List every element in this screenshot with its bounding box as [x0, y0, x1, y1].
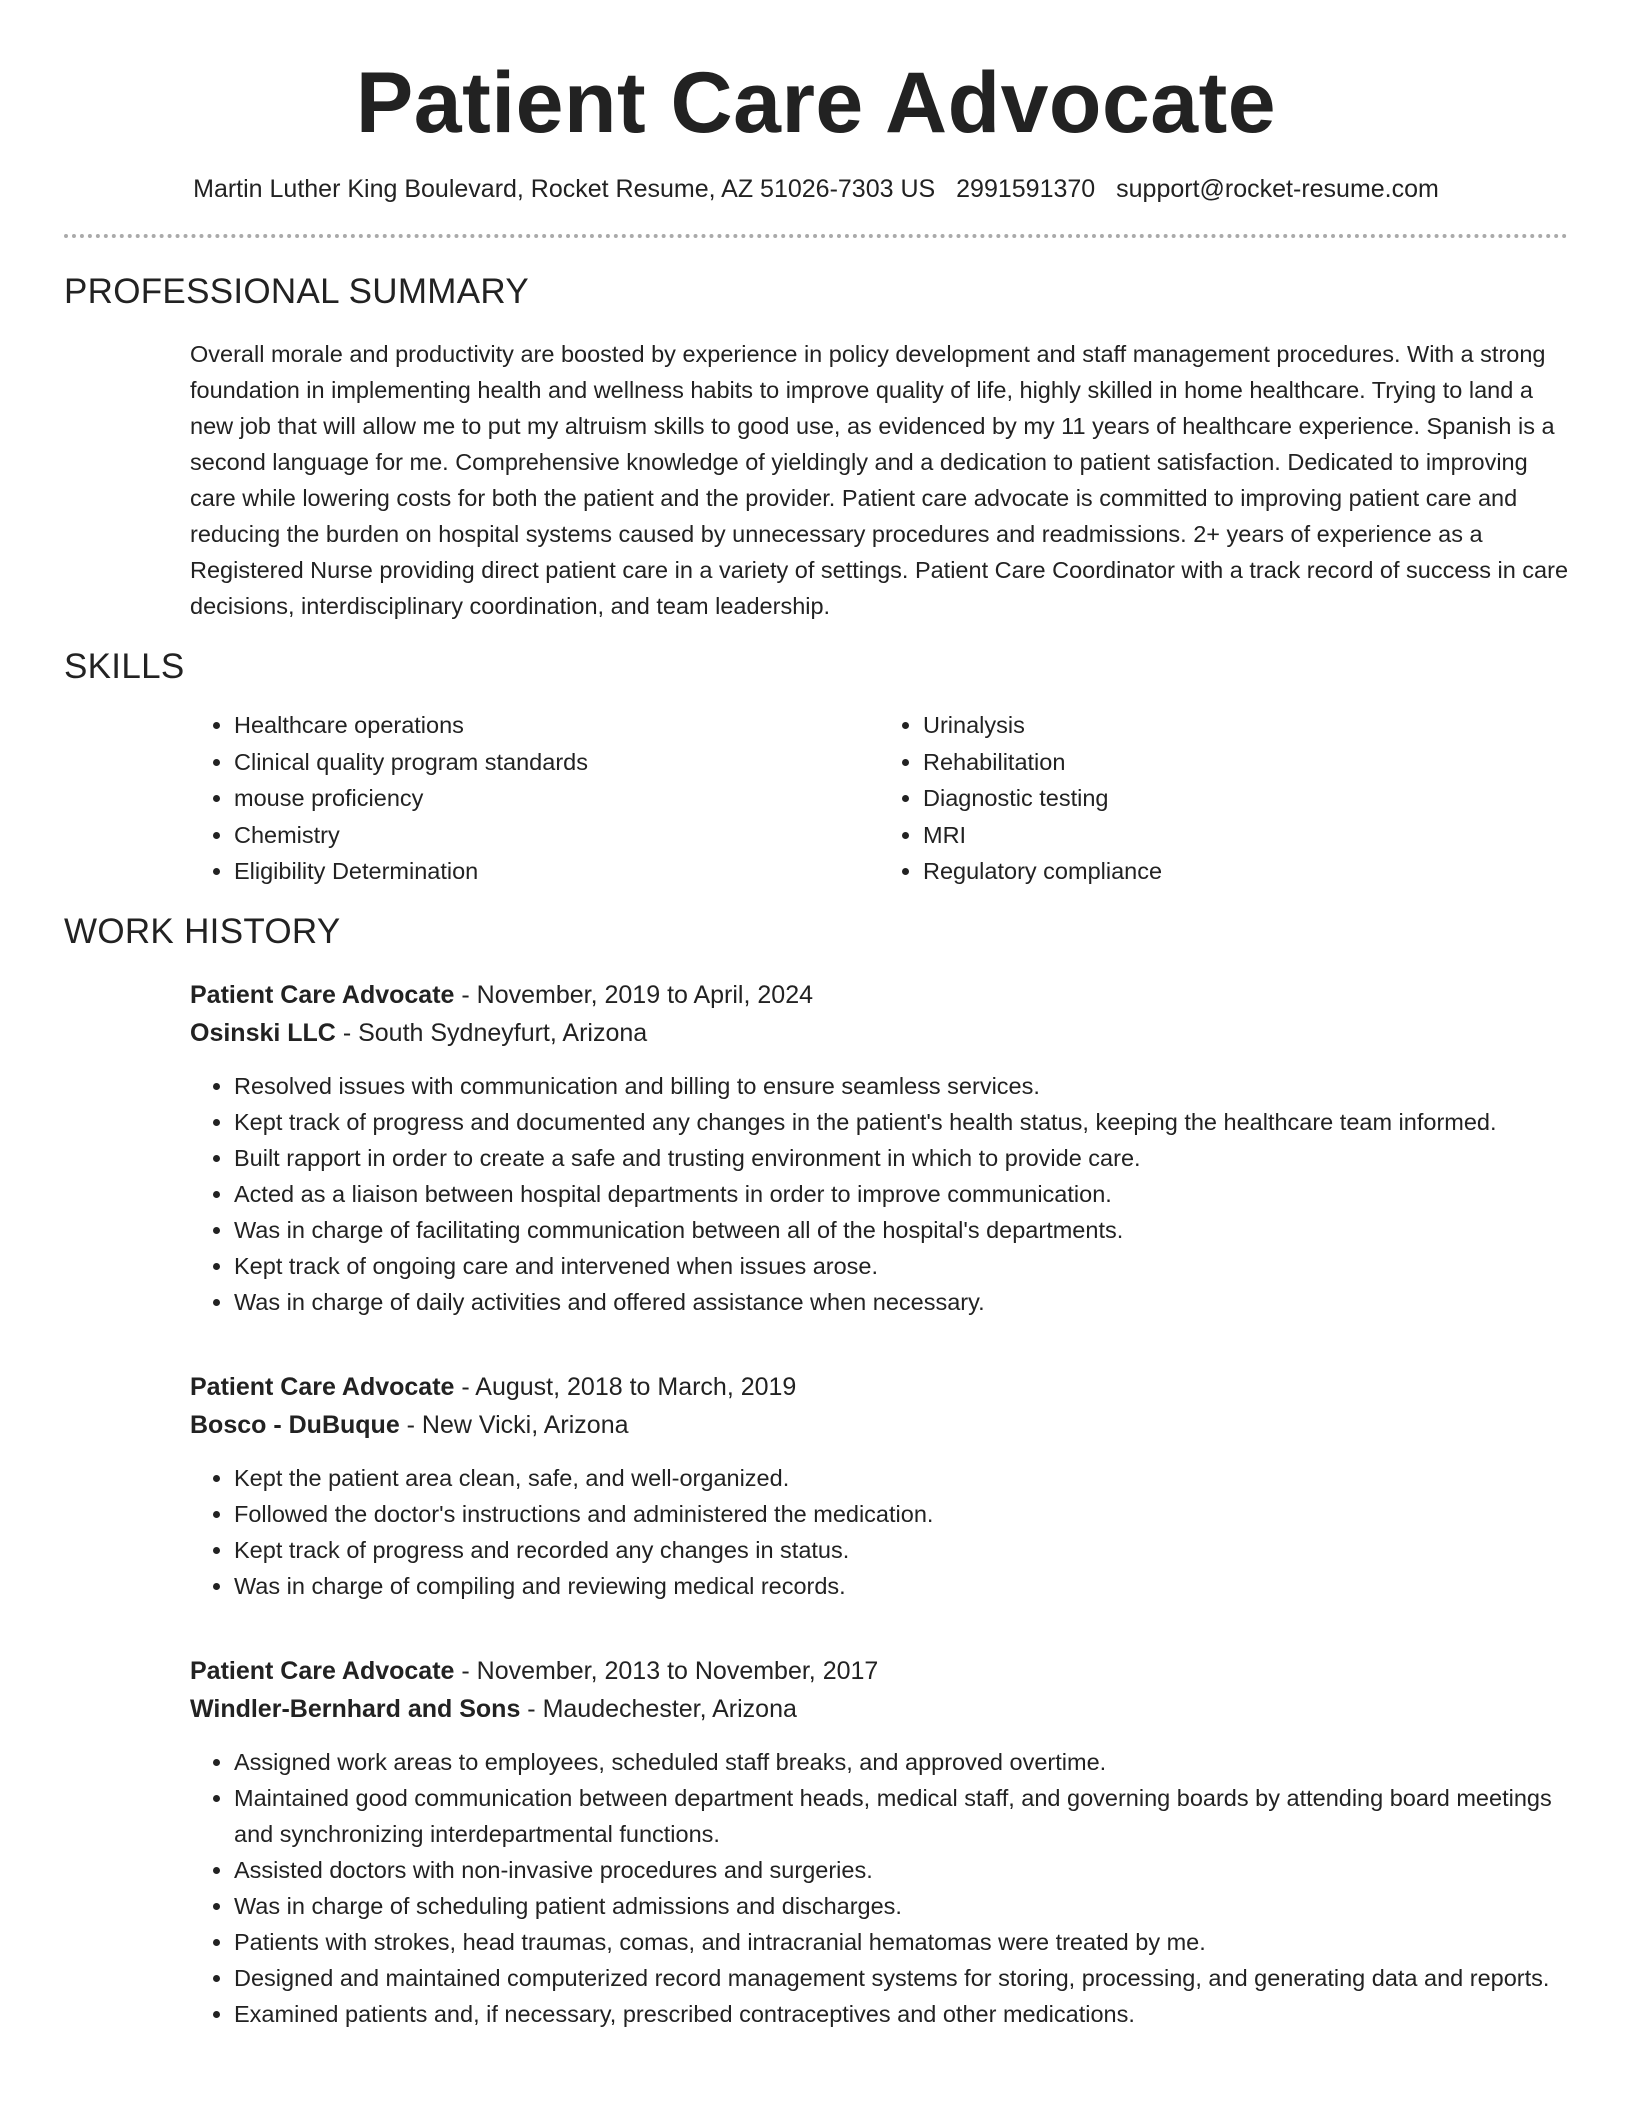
job-role: Patient Care Advocate	[190, 1656, 455, 1685]
skill-item: • Regulatory compliance	[923, 853, 1568, 890]
skill-item: • Clinical quality program standards	[234, 744, 879, 781]
contact-email[interactable]: support@rocket-resume.com	[1116, 174, 1439, 203]
skill-item: • Chemistry	[234, 817, 879, 854]
skill-item: • MRI	[923, 817, 1568, 854]
skill-item: • Urinalysis	[923, 707, 1568, 744]
skills-column-right	[879, 707, 1568, 890]
skill-item: • Healthcare operations	[234, 707, 879, 744]
skill-item: • Diagnostic testing	[923, 780, 1568, 817]
job-bullet: • Designed and maintained computerized record management systems for storing, processing, and generating data and reports.	[234, 1960, 1568, 1996]
job-bullet: • Built rapport in order to create a safe and trusting environment in which to provide care.	[234, 1140, 1568, 1176]
skill-item: • Eligibility Determination	[234, 853, 879, 890]
contact-line	[64, 175, 1568, 204]
job-bullet: • Followed the doctor's instructions and administered the medication.	[234, 1496, 1568, 1532]
job-dates: - November, 2019 to April, 2024	[454, 980, 813, 1009]
job-bullets	[190, 1460, 1568, 1604]
job-bullet: • Was in charge of scheduling patient admissions and discharges.	[234, 1888, 1568, 1924]
job-entry	[190, 1368, 1568, 1604]
job-bullet: • Was in charge of facilitating communication between all of the hospital's departments.	[234, 1212, 1568, 1248]
job-title-line	[190, 1368, 1568, 1406]
job-bullet: • Examined patients and, if necessary, prescribed contraceptives and other medications.	[234, 1996, 1568, 2032]
job-dates: - August, 2018 to March, 2019	[454, 1372, 797, 1401]
job-role: Patient Care Advocate	[190, 1372, 455, 1401]
job-bullet: • Kept the patient area clean, safe, and well-organized.	[234, 1460, 1568, 1496]
work-section	[64, 912, 1568, 2032]
job-company-line	[190, 1690, 1568, 1728]
job-bullet: • Was in charge of daily activities and offered assistance when necessary.	[234, 1284, 1568, 1320]
job-company-line	[190, 1406, 1568, 1444]
summary-section	[64, 272, 1568, 624]
summary-text: Overall morale and productivity are boosted by experience in policy development and staff management procedures. With a strong foundation in implementing health and wellness habits to improve quality of life, highly skilled in home healthcare. Trying to land a new job that will allow me to put my altruism skills to good use, as evidenced by my 11 years of healthcare experience. Spanish is a second language for me. Comprehensive knowledge of yieldingly and a dedication to patient satisfaction. Dedicated to improving care while lowering costs for both the patient and the provider. Patient care advocate is committed to improving patient care and reducing the burden on hospital systems caused by unnecessary procedures and readmissions. 2+ years of experience as a Registered Nurse providing direct patient care in a variety of settings. Patient Care Coordinator with a track record of success in care decisions, interdisciplinary coordination, and team leadership.	[190, 340, 1569, 619]
job-company: Windler-Bernhard and Sons	[190, 1694, 521, 1723]
job-company: Bosco - DuBuque	[190, 1410, 400, 1439]
job-entry	[190, 976, 1568, 1320]
job-bullet: • Assisted doctors with non-invasive procedures and surgeries.	[234, 1852, 1568, 1888]
job-title-line	[190, 1652, 1568, 1690]
job-location: - South Sydneyfurt, Arizona	[335, 1018, 648, 1047]
job-bullet: • Kept track of ongoing care and intervened when issues arose.	[234, 1248, 1568, 1284]
job-bullet: • Kept track of progress and recorded any changes in status.	[234, 1532, 1568, 1568]
job-bullet: • Patients with strokes, head traumas, comas, and intracranial hematomas were treated by me.	[234, 1924, 1568, 1960]
job-bullet: • Kept track of progress and documented any changes in the patient's health status, keeping the healthcare team informed.	[234, 1104, 1568, 1140]
contact-phone: 2991591370	[956, 174, 1096, 203]
header-divider	[64, 234, 1568, 238]
skills-heading: SKILLS	[64, 647, 185, 687]
work-heading: WORK HISTORY	[64, 911, 341, 951]
job-title-line	[190, 976, 1568, 1014]
job-location: - Maudechester, Arizona	[520, 1694, 797, 1723]
resume-header	[64, 0, 1568, 204]
job-bullets	[190, 1744, 1568, 2032]
skill-item: • mouse proficiency	[234, 780, 879, 817]
skills-section	[64, 647, 1568, 890]
job-role: Patient Care Advocate	[190, 980, 455, 1009]
contact-address: Martin Luther King Boulevard, Rocket Resume, AZ 51026-7303 US	[193, 174, 936, 203]
job-bullet: • Maintained good communication between department heads, medical staff, and governing boards by attending board meetings and synchronizing interdepartmental functions.	[234, 1780, 1568, 1852]
job-bullet: • Assigned work areas to employees, scheduled staff breaks, and approved overtime.	[234, 1744, 1568, 1780]
job-bullets	[190, 1068, 1568, 1320]
skill-item: • Rehabilitation	[923, 744, 1568, 781]
job-dates: - November, 2013 to November, 2017	[454, 1656, 879, 1685]
job-location: - New Vicki, Arizona	[399, 1410, 629, 1439]
job-bullet: • Resolved issues with communication and billing to ensure seamless services.	[234, 1068, 1568, 1104]
job-company: Osinski LLC	[190, 1018, 336, 1047]
job-entry	[190, 1652, 1568, 2032]
job-bullet: • Acted as a liaison between hospital departments in order to improve communication.	[234, 1176, 1568, 1212]
skills-list	[190, 707, 1568, 890]
job-bullet: • Was in charge of compiling and reviewing medical records.	[234, 1568, 1568, 1604]
summary-heading: PROFESSIONAL SUMMARY	[64, 271, 529, 311]
skills-column-left	[190, 707, 879, 890]
resume-name: Patient Care Advocate	[355, 55, 1277, 151]
job-company-line	[190, 1014, 1568, 1052]
